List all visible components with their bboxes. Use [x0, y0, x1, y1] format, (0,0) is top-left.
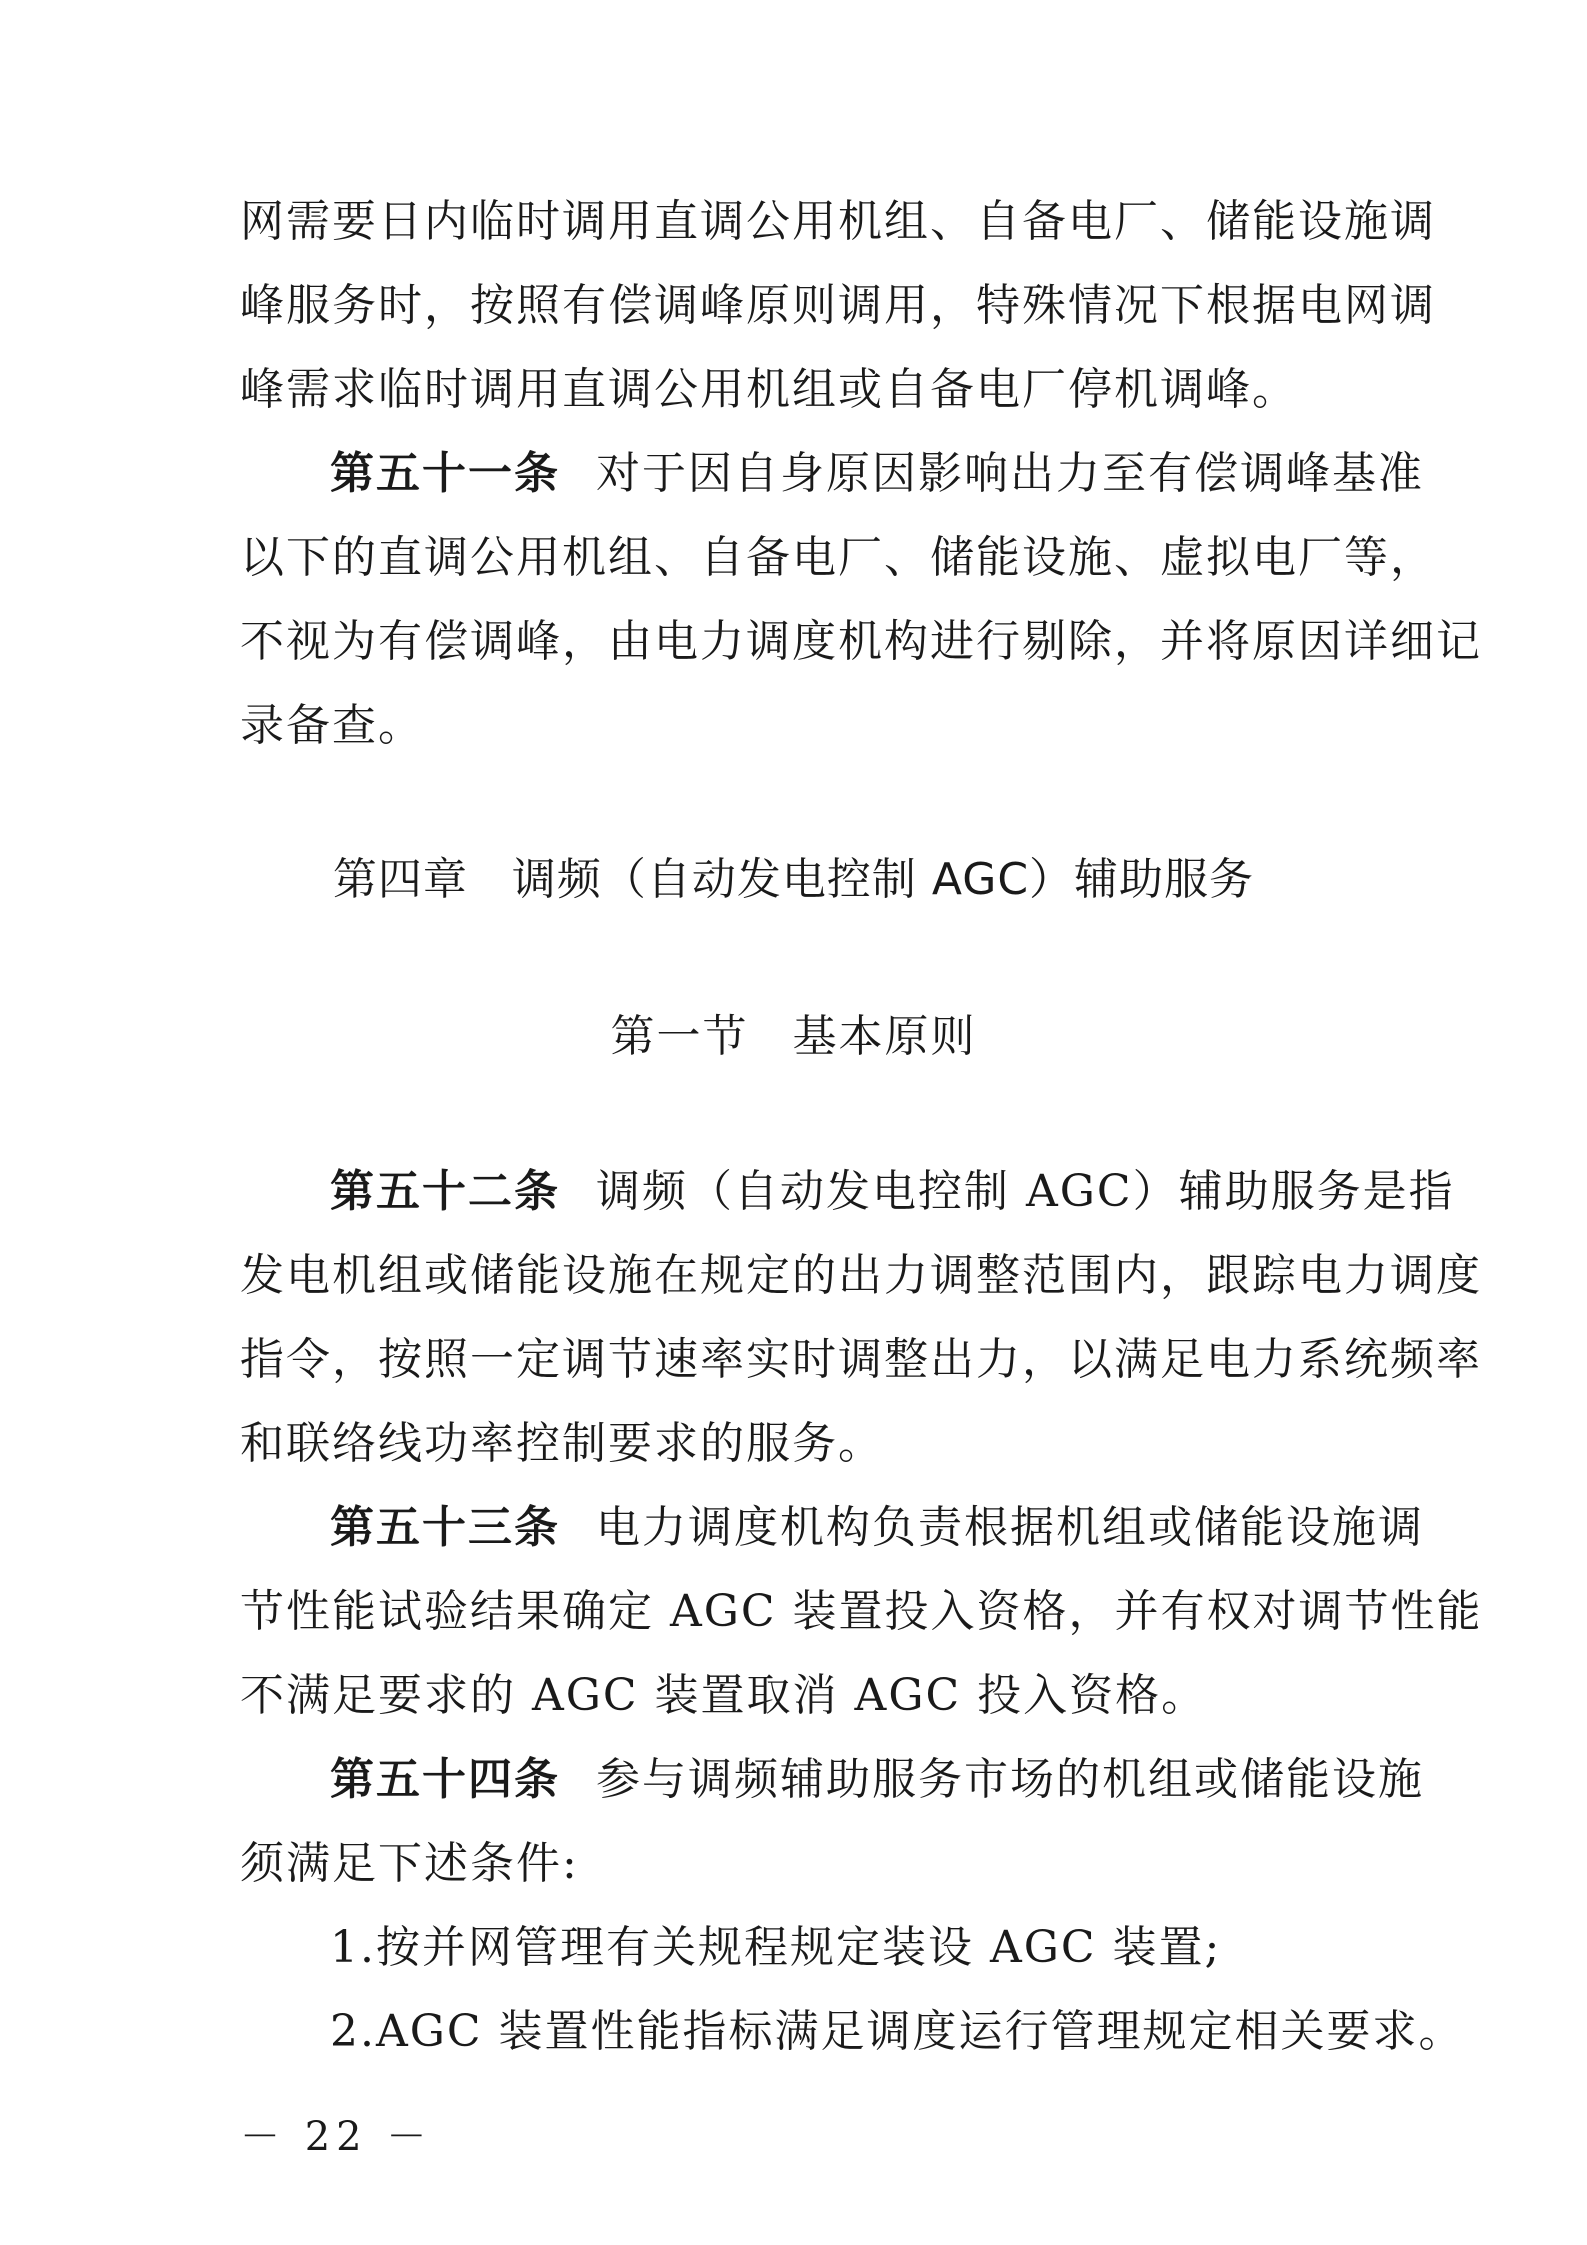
chapter-title: 调频（自动发电控制 AGC）辅助服务 — [511, 854, 1255, 905]
article-53-line-3: 不满足要求的 AGC 装置取消 AGC 投入资格。 — [240, 1670, 1208, 1721]
article-54-heading: 第五十四条 — [330, 1754, 560, 1805]
article-52-line-3: 指令，按照一定调节速率实时调整出力，以满足电力系统频率 — [240, 1334, 1482, 1385]
article-51-text: 对于因自身原因影响出力至有偿调峰基准 — [596, 448, 1424, 499]
article-52-text: 调频（自动发电控制 AGC）辅助服务是指 — [596, 1166, 1455, 1217]
continuation-line-2: 峰服务时，按照有偿调峰原则调用，特殊情况下根据电网调 — [240, 280, 1436, 331]
continuation-line-3: 峰需求临时调用直调公用机组或自备电厂停机调峰。 — [240, 364, 1298, 415]
article-54-item-1: 1.按并网管理有关规程规定装设 AGC 装置; — [330, 1922, 1222, 1973]
page-number: － 22 － — [240, 2114, 433, 2160]
article-52-line-2: 发电机组或储能设施在规定的出力调整范围内，跟踪电力调度 — [240, 1250, 1482, 1301]
article-53-heading: 第五十三条 — [330, 1502, 560, 1553]
article-53-first-line — [330, 1502, 1424, 1553]
article-54-first-line — [330, 1754, 1424, 1805]
article-51-line-3: 不视为有偿调峰，由电力调度机构进行剔除，并将原因详细记 — [240, 616, 1482, 667]
section-number: 第一节 — [610, 1011, 749, 1062]
article-54-line-2: 须满足下述条件: — [240, 1838, 579, 1889]
article-52-first-line — [330, 1166, 1455, 1217]
chapter-number: 第四章 — [332, 854, 468, 905]
article-52-heading: 第五十二条 — [330, 1166, 560, 1217]
section-heading — [0, 1011, 1587, 1062]
article-51-line-2: 以下的直调公用机组、自备电厂、储能设施、虚拟电厂等， — [240, 532, 1436, 583]
article-54-text: 参与调频辅助服务市场的机组或储能设施 — [596, 1754, 1424, 1805]
article-51-heading: 第五十一条 — [330, 448, 560, 499]
article-54-item-2: 2.AGC 装置性能指标满足调度运行管理规定相关要求。 — [330, 2006, 1465, 2057]
continuation-line-1: 网需要日内临时调用直调公用机组、自备电厂、储能设施调 — [240, 196, 1436, 247]
article-53-text: 电力调度机构负责根据机组或储能设施调 — [596, 1502, 1424, 1553]
article-51-line-4: 录备查。 — [240, 700, 424, 751]
article-52-line-4: 和联络线功率控制要求的服务。 — [240, 1418, 884, 1469]
section-title: 基本原则 — [792, 1011, 977, 1062]
chapter-heading — [0, 854, 1587, 905]
article-53-line-2: 节性能试验结果确定 AGC 装置投入资格，并有权对调节性能 — [240, 1586, 1483, 1637]
article-51-first-line — [330, 448, 1424, 499]
